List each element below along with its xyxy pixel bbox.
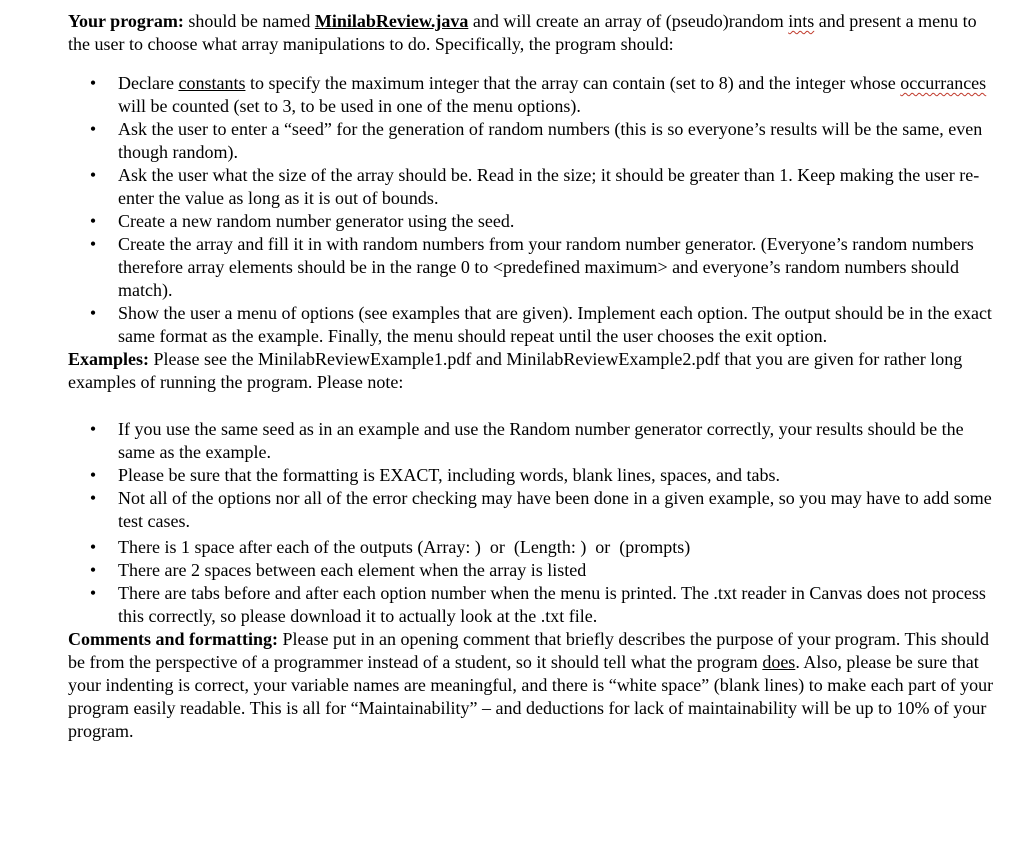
item-text: Create the array and fill it in with random numbers from your random number generator. (Everyone’s random numbers therefore array elements should be in the range 0 to <predefined maximum> and everyone’s random numbers should match).	[118, 234, 974, 300]
comments-paragraph	[68, 628, 994, 743]
item-text: will be counted (set to 3, to be used in one of the menu options).	[118, 96, 581, 116]
list-item	[68, 233, 994, 302]
bullet: •	[89, 119, 97, 139]
bullet: •	[89, 583, 97, 603]
program-text-1: should be named	[183, 11, 315, 31]
item-text: There is 1 space after each of the outputs (Array: ) or (Length: ) or (prompts)	[118, 537, 691, 557]
item-text: Not all of the options nor all of the error checking may have been done in a given example, so you may have to add some test cases.	[118, 488, 992, 531]
item-text: to specify the maximum integer that the array can contain (set to 8) and the integer whose	[245, 73, 901, 93]
list-item	[68, 582, 994, 628]
program-text-3: and present a menu to the user to choose what array manipulations to do. Specifically, the program should:	[68, 11, 977, 54]
list-item	[68, 418, 994, 464]
list-item	[68, 164, 994, 210]
list-item	[68, 487, 994, 533]
bullet: •	[89, 73, 97, 93]
item-text: Create a new random number generator using the seed.	[118, 211, 515, 231]
program-filename: MinilabReview.java	[314, 11, 469, 31]
list-item	[68, 72, 994, 118]
spelling-flag-ints: ints	[788, 11, 815, 31]
list-item	[68, 210, 994, 233]
list-item	[68, 559, 994, 582]
program-paragraph	[68, 10, 994, 56]
program-text-2: and will create an array of (pseudo)random	[468, 11, 789, 31]
item-text: Ask the user to enter a “seed” for the generation of random numbers (this is so everyone’s results will be the same, even though random).	[118, 119, 983, 162]
bullet: •	[89, 234, 97, 254]
requirements-list	[68, 72, 994, 348]
bullet: •	[89, 419, 97, 439]
item-text: There are 2 spaces between each element when the array is listed	[118, 560, 587, 580]
list-item	[68, 536, 994, 559]
examples-label: Examples:	[68, 349, 149, 369]
item-text: Please be sure that the formatting is EXACT, including words, blank lines, spaces, and tabs.	[118, 465, 781, 485]
constants-term: constants	[178, 73, 246, 93]
bullet: •	[89, 560, 97, 580]
comments-text-2: . Also, please be sure that your indenting is correct, your variable names are meaningful, and there is “white space” (blank lines) to make each part of your program easily readable. This is all for “Maintainability” – and deductions for lack of maintainability will be up to 10% of your program.	[68, 652, 994, 741]
item-text: Show the user a menu of options (see examples that are given). Implement each option. The output should be in the exact same format as the example. Finally, the menu should repeat until the user chooses the exit option.	[118, 303, 992, 346]
spelling-flag-occurrances: occurrances	[900, 73, 987, 93]
item-text: Declare	[118, 73, 179, 93]
list-item	[68, 464, 994, 487]
bullet: •	[89, 303, 97, 323]
bullet: •	[89, 465, 97, 485]
bullet: •	[89, 211, 97, 231]
bullet: •	[89, 488, 97, 508]
list-item	[68, 118, 994, 164]
comments-label: Comments and formatting:	[68, 629, 278, 649]
program-label: Your program:	[68, 11, 184, 31]
item-text: There are tabs before and after each option number when the menu is printed. The .txt reader in Canvas does not process this correctly, so please download it to actually look at the .txt file.	[118, 583, 986, 626]
comments-text-1: Please put in an opening comment that briefly describes the purpose of your program. This should be from the perspective of a programmer instead of a student, so it should tell what the program	[68, 629, 990, 672]
examples-paragraph	[68, 348, 994, 394]
list-item	[68, 302, 994, 348]
item-text: If you use the same seed as in an example and use the Random number generator correctly, your results should be the same as the example.	[118, 419, 964, 462]
does-term: does	[762, 652, 796, 672]
bullet: •	[89, 537, 97, 557]
item-text: Ask the user what the size of the array should be. Read in the size; it should be greater than 1. Keep making the user re-enter the value as long as it is out of bounds.	[118, 165, 980, 208]
bullet: •	[89, 165, 97, 185]
notes-list	[68, 418, 994, 628]
examples-text: Please see the MinilabReviewExample1.pdf and MinilabReviewExample2.pdf that you are given for rather long examples of running the program. Please note:	[68, 349, 963, 392]
